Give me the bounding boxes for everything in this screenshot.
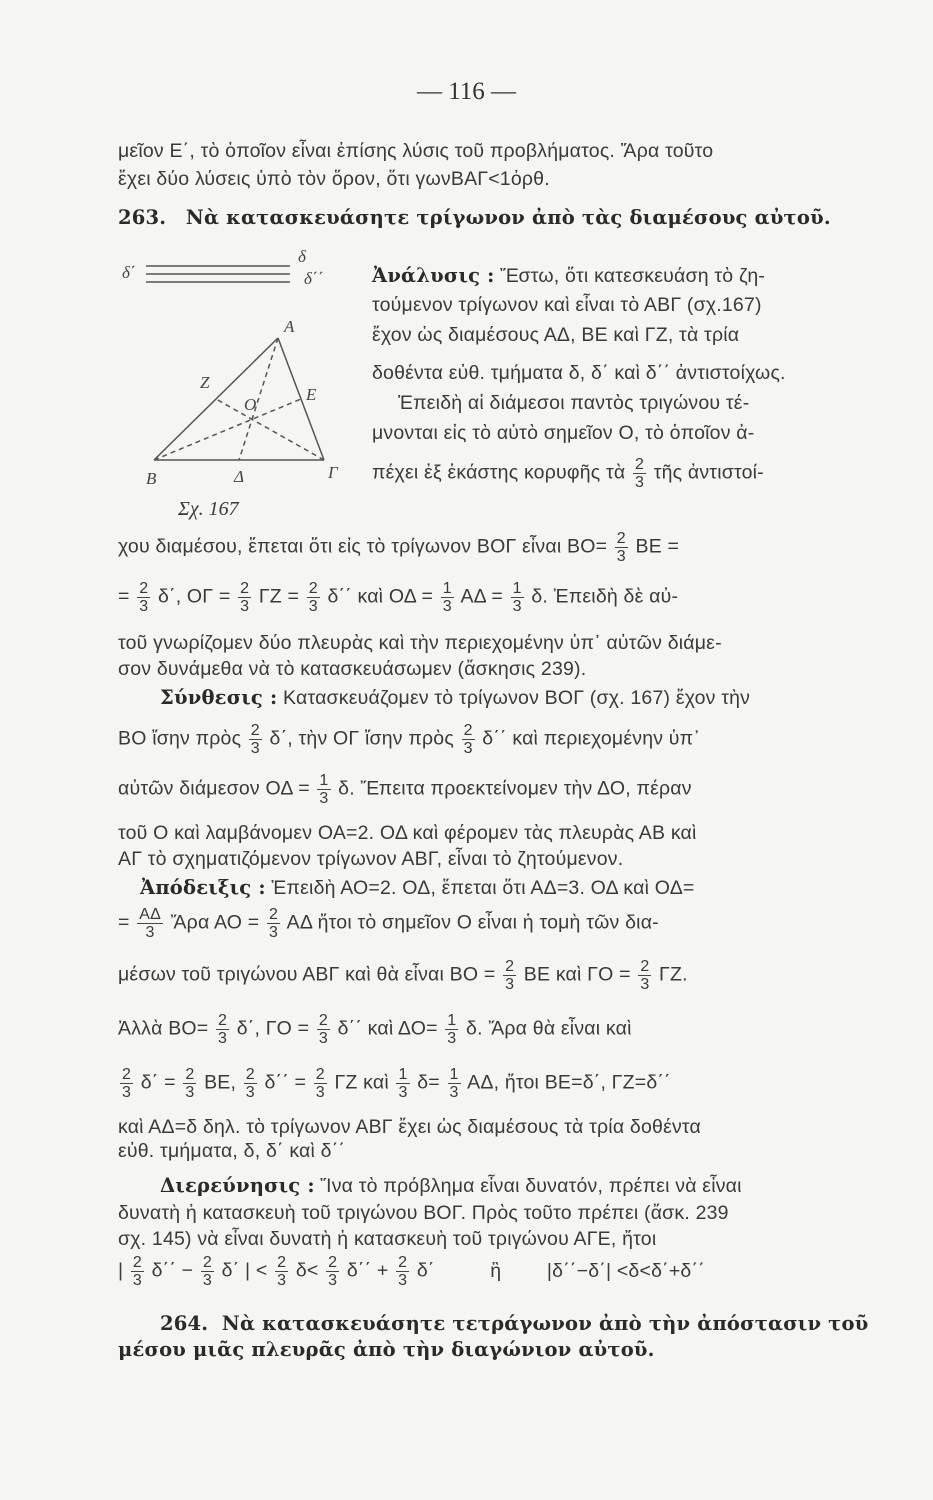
- vertex-a: Α: [284, 317, 295, 336]
- fraction: $\frac{2}{3}$: [315, 1066, 325, 1101]
- text-seg: χου διαμέσου, ἕπεται ὅτι εἰς τὸ τρίγωνον ΒΟΓ εἶναι ΒΟ=: [118, 535, 608, 558]
- fraction: $\frac{2}{3}$: [616, 530, 626, 565]
- text-line: εὐθ. τμήματα, δ, δ΄ καὶ δ΄΄: [118, 1140, 346, 1162]
- figure-167: [118, 248, 358, 498]
- fraction: $\frac{1}{3}$: [449, 1066, 459, 1101]
- side-ab: [154, 338, 278, 460]
- text-seg: ΒΕ =: [635, 535, 680, 558]
- fraction: $\frac{2}{3}$: [217, 1012, 228, 1047]
- median-gz: [216, 399, 324, 460]
- fraction: $\frac{2}{3}$: [277, 1254, 287, 1289]
- text-line: καὶ ΑΔ=δ δηλ. τὸ τρίγωνον ΑΒΓ ἔχει ὡς διαμέσους τὰ τρία δοθέντα: [118, 1116, 702, 1138]
- fraction: $\frac{2}{3}$: [132, 1254, 142, 1289]
- text-line: ἔχει δύο λύσεις ὑπὸ τὸν ὅρον, ὅτι γωνΒΑΓ<1ὀρθ.: [118, 168, 550, 190]
- problem-number: 263.: [118, 206, 167, 229]
- problem-title-cont: μέσου μιᾶς πλευρᾶς ἀπὸ τὴν διαγώνιον αὐτοῦ.: [118, 1338, 655, 1361]
- page-number: — 116 —: [416, 78, 517, 105]
- fraction: $\frac{1}{3}$: [442, 580, 452, 615]
- fraction: $\frac{2}{3}$: [634, 456, 645, 491]
- point-d: Δ: [234, 467, 244, 486]
- text-line: μέσων τοῦ τριγώνου ΑΒΓ καὶ θὰ εἶναι ΒΟ = $\frac{2}{3}$ ΒΕ καὶ ΓΟ = $\frac{2}{3}$ ΓΖ.: [118, 958, 688, 993]
- fraction: $\frac{2}{3}$: [245, 1066, 255, 1101]
- analysis-label: Ἀνάλυσις :: [372, 264, 495, 287]
- text-line: σον δυνάμεθα νὰ τὸ κατασκευάσωμεν (ἄσκησις 239).: [118, 658, 587, 680]
- text-line: ΑΓ τὸ σχηματιζόμενον τρίγωνον ΑΒΓ, εἶναι τὸ ζητούμενον.: [118, 848, 624, 870]
- investigation-label: Διερεύνησις :: [160, 1174, 315, 1197]
- fraction: $\frac{2}{3}$: [308, 580, 318, 615]
- fraction: $\frac{1}{3}$: [398, 1066, 408, 1101]
- problem-number: 264.: [160, 1312, 209, 1335]
- text-line: τούμενον τρίγωνον καὶ εἶναι τὸ ΑΒΓ (σχ.167): [372, 294, 762, 316]
- fraction: $\frac{2}{3}$: [463, 722, 473, 757]
- fraction: $\frac{2}{3}$: [318, 1012, 328, 1047]
- fraction: $\frac{2}{3}$: [505, 958, 515, 993]
- text-line: Διερεύνησις : Ἵνα τὸ πρόβλημα εἶναι δυνατόν, πρέπει νὰ εἶναι: [160, 1174, 742, 1197]
- fraction: $\frac{2}{3}$: [122, 1066, 132, 1101]
- analysis-text: Ἔστω, ὅτι κατεσκευάση τὸ ζη-: [500, 265, 766, 287]
- label-d: δ: [298, 248, 306, 266]
- text-line: ΒΟ ἴσην πρὸς $\frac{2}{3}$ δ΄, τὴν ΟΓ ἴσην πρὸς $\frac{2}{3}$ δ΄΄ καὶ περιεχομένην ὑπ᾽: [118, 722, 701, 757]
- fraction: $\frac{2}{3}$: [640, 958, 650, 993]
- fraction: $\frac{1}{3}$: [512, 580, 522, 615]
- text-seg: τῆς ἀντιστοί-: [653, 461, 764, 484]
- text-line: $\frac{2}{3}$ δ΄ = $\frac{2}{3}$ ΒΕ, $\frac{2}{3}$ δ΄΄ = $\frac{2}{3}$ ΓΖ καὶ $\frac{1}{3}$ δ= $\frac{1}{3}$ ΑΔ, ἤτοι ΒΕ=δ΄, ΓΖ=δ΄΄: [122, 1066, 671, 1101]
- text-line: τοῦ Ο καὶ λαμβάνομεν ΟΑ=2. ΟΔ καὶ φέρομεν τὰς πλευρὰς ΑΒ καὶ: [118, 822, 697, 844]
- text-line: ἔχον ὡς διαμέσους ΑΔ, ΒΕ καὶ ΓΖ, τὰ τρία: [372, 324, 740, 346]
- text-line: τοῦ γνωρίζομεν δύο πλευρὰς καὶ τὴν περιεχομένην ὑπ᾽ αὐτῶν διάμε-: [118, 632, 722, 654]
- text-line: δυνατὴ ἡ κατασκευὴ τοῦ τριγώνου ΒΟΓ. Πρὸς τοῦτο πρέπει (ἄσκ. 239: [118, 1202, 729, 1224]
- problem-title: Νὰ κατασκευάσητε τετράγωνον ἀπὸ τὴν ἀπόστασιν τοῦ: [221, 1312, 869, 1335]
- point-e: Ε: [306, 385, 317, 404]
- text-line: [372, 456, 764, 491]
- fraction: $\frac{A\Delta}{3}$: [139, 906, 161, 941]
- text-seg: πέχει ἐξ ἑκάστης κορυφῆς τὰ: [372, 461, 626, 484]
- text-line: μνονται εἰς τὸ αὐτὸ σημεῖον Ο, τὸ ὁποῖον ἀ-: [372, 422, 755, 444]
- vertex-b: Β: [146, 469, 157, 488]
- problem-title: Νὰ κατασκευάσητε τρίγωνον ἀπὸ τὰς διαμέσους αὐτοῦ.: [185, 206, 831, 229]
- median-be: [154, 399, 301, 460]
- fraction: $\frac{2}{3}$: [240, 580, 250, 615]
- text-line: [372, 264, 765, 288]
- text-line: σχ. 145) νὰ εἶναι δυνατὴ ἡ κατασκευὴ τοῦ τριγώνου ΑΓΕ, ἤτοι: [118, 1228, 657, 1250]
- point-o: Ο: [244, 395, 257, 414]
- fraction: $\frac{2}{3}$: [250, 722, 260, 757]
- point-z: Ζ: [200, 373, 210, 392]
- fraction: $\frac{2}{3}$: [185, 1066, 195, 1101]
- fraction: $\frac{2}{3}$: [328, 1254, 338, 1289]
- text-line: = $\frac{A\Delta}{3}$ Ἄρα ΑΟ = $\frac{2}{3}$ ΑΔ ἤτοι τὸ σημεῖον Ο εἶναι ἡ τομὴ τῶν δια-: [118, 906, 659, 941]
- fraction: $\frac{2}{3}$: [202, 1254, 213, 1289]
- fraction: $\frac{2}{3}$: [139, 580, 149, 615]
- side-ag: [278, 338, 324, 460]
- text-line: δοθέντα εὐθ. τμήματα δ, δ΄ καὶ δ΄΄ ἀντιστοίχως.: [372, 362, 786, 384]
- fraction: $\frac{2}{3}$: [268, 906, 279, 941]
- label-d-prime: δ΄: [122, 263, 136, 282]
- synthesis-label: Σύνθεσις :: [160, 686, 278, 709]
- text-line: Ἀπόδειξις : Ἐπειδὴ ΑΟ=2. ΟΔ, ἕπεται ὅτι ΑΔ=3. ΟΔ καὶ ΟΔ=: [140, 876, 695, 899]
- text-line: Ἐπειδὴ αἱ διάμεσοι παντὸς τριγώνου τέ-: [398, 392, 750, 414]
- text-line: = $\frac{2}{3}$ δ΄, ΟΓ = $\frac{2}{3}$ ΓΖ = $\frac{2}{3}$ δ΄΄ καὶ ΟΔ = $\frac{1}{3}$ ΑΔ = $\frac{1}{3}$ δ. Ἐπειδὴ δὲ αὐ-: [118, 580, 679, 615]
- fraction: $\frac{1}{3}$: [319, 772, 329, 807]
- text-line: [118, 530, 679, 565]
- problem-263-heading: [118, 206, 831, 230]
- text-line: Σύνθεσις : Κατασκευάζομεν τὸ τρίγωνον ΒΟΓ (σχ. 167) ἔχον τὴν: [160, 686, 751, 709]
- problem-264-heading: [160, 1312, 868, 1336]
- vertex-g: Γ: [328, 463, 338, 482]
- proof-label: Ἀπόδειξις :: [140, 876, 266, 899]
- figure-caption: Σχ. 167: [178, 498, 239, 520]
- fraction: $\frac{1}{3}$: [447, 1012, 457, 1047]
- inequality-line: | $\frac{2}{3}$ δ΄΄ − $\frac{2}{3}$ δ΄ | < $\frac{2}{3}$ δ< $\frac{2}{3}$ δ΄΄ + $\frac{2}{3}$ δ΄ ἢ |δ΄΄−δ΄| <δ<δ΄+δ΄΄: [118, 1254, 705, 1289]
- text-line: μεῖον Ε΄, τὸ ὁποῖον εἶναι ἐπίσης λύσις τοῦ προβλήματος. Ἄρα τοῦτο: [118, 140, 714, 162]
- fraction: $\frac{2}{3}$: [398, 1254, 408, 1289]
- text-line: αὐτῶν διάμεσον ΟΔ = $\frac{1}{3}$ δ. Ἔπειτα προεκτείνομεν τὴν ΔΟ, πέραν: [118, 772, 692, 807]
- label-d-double-prime: δ΄΄: [304, 269, 324, 288]
- text-line: Ἀλλὰ ΒΟ= $\frac{2}{3}$ δ΄, ΓΟ = $\frac{2}{3}$ δ΄΄ καὶ ΔΟ= $\frac{1}{3}$ δ. Ἄρα θὰ εἶναι καὶ: [118, 1012, 632, 1047]
